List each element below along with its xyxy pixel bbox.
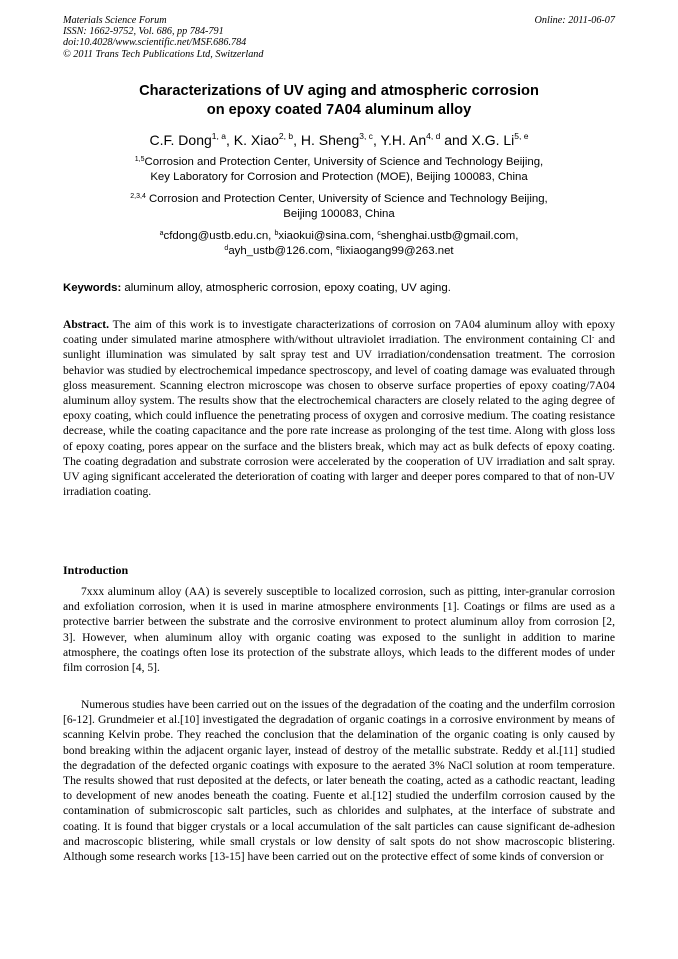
issn-line: ISSN: 1662-9752, Vol. 686, pp 784-791 <box>63 26 224 38</box>
email-link[interactable]: xiaokui@sina.com, <box>278 230 378 242</box>
abstract: Abstract. The aim of this work is to investigate characterizations of corrosion on 7A04 aluminum alloy with epoxy coating under simulated marine atmosphere with/without ultraviolet irradiation. The environment containing Cl- and sunlight illumination was simulated by salt spray test and UV irradiation/condensation treatment. The corrosion behavior was studied by electrochemical impedance spectroscopy, and level of coating damage was evaluated through gloss measurement. Scanning electron microscope was chosen to observe surface properties of epoxy coating/7A04 aluminum alloy system. The results show that the electrochemical characters are closely related to the aging degree of epoxy coating, which could influence the penetrating process of oxygen and corrosive medium. The coating resistance decrease, while the coating capacitance and the pore rate increase as prolonging of the test time. Along with gloss loss of epoxy coating, pores appear on the surface and the blisters break, which may act as bulk defects of epoxy coating. The coating degradation and substrate corrosion were accelerated by the cooperation of UV irradiation and salt spray. UV aging significant accelerated the deterioration of coating with larger and deeper pores compared to that of non-UV irradiation coating. <box>63 318 616 499</box>
email-link[interactable]: cfdong@ustb.edu.cn, <box>163 230 275 242</box>
email-link[interactable]: ayh_ustb@126.com, <box>228 245 337 258</box>
intro-paragraph-1: 7xxx aluminum alloy (AA) is severely susceptible to localized corrosion, such as pitting, inter-granular corrosion and exfoliation corrosion, when it is used in marine atmosphere environments [1]. Coatings or films are used as a protective barrier between the substrate and the corrosive environment to protect aluminum alloy from corrosion [2, 3]. However, when aluminum alloy with organic coating was exposed to the sunlight in addition to marine atmosphere, the coatings often lose its protection of the substrate alloys, which leads to the different modes of under film corrosion [4, 5]. <box>63 585 615 675</box>
online-date: Online: 2011-06-07 <box>534 15 615 26</box>
email-link[interactable]: lixiaogang99@263.net <box>340 245 454 258</box>
keywords-text: aluminum alloy, atmospheric corrosion, epoxy coating, UV aging. <box>121 282 451 294</box>
intro-paragraph-2: Numerous studies have been carried out on the issues of the degradation of the coating and the underfilm corrosion [6-12]. Grundmeier et al.[10] investigated the degradation of organic coatings in a corrosive environment by means of scanning Kelvin probe. They reached the conclusion that the delamination of the organic coating is only caused by bond breaking within the adjacent organic layer, instead of destroy of the metallic substrate. Reddy et al.[11] studied the degradation of the defected organic coatings with exposure to the aerated 3% NaCl solution at room temperature. The results showed that rust deposited at the defects, or later beneath the coating, acted as a cathodic reactant, leading to development of new anodes beneath the coating. Fuente et al.[12] studied the underfilm corrosion caused by the contamination of submicroscopic salt particles, such as chlorides and sulphates, at the interface of substrate and coating. It is found that bigger crystals or a local accumulation of the salt particles can cause significant de-adhesion and macroscopic blistering, while small crystals or low density of salt spots do not show macroscopic blistering. Although some research works [13-15] have been carried out on the protective effect of some kinds of conversion or <box>63 698 615 864</box>
doi-line: doi:10.4028/www.scientific.net/MSF.686.784 <box>63 37 247 49</box>
author-list: C.F. Dong$^{1, a}$, K. Xiao$^{2, b}$, H. Sheng$^{3, c}$, Y.H. An$^{4, d}$ and X.G. Li$^{5, e}$ <box>149 131 529 148</box>
author: C.F. Dong$^{1, a}$ <box>149 131 226 148</box>
journal-header <box>63 15 263 60</box>
title-line-2: on epoxy coated 7A04 aluminum alloy <box>206 102 472 118</box>
paper-title <box>40 82 638 120</box>
keywords-label: Keywords: <box>63 282 122 294</box>
author: Y.H. An$^{4, d}$ <box>380 131 441 148</box>
affiliation-2: $^{2,3,4}$ Corrosion and Protection Center, University of Science and Technology Beijing, Beijing 100083, China <box>130 193 548 221</box>
copyright-line: © 2011 Trans Tech Publications Ltd, Switzerland <box>63 48 264 60</box>
author: X.G. Li$^{5, e}$ <box>471 131 529 148</box>
journal-name: Materials Science Forum <box>63 15 167 26</box>
title-line-1: Characterizations of UV aging and atmospheric corrosion <box>139 83 539 99</box>
abstract-label: Abstract. <box>63 318 110 331</box>
affiliation-1: $^{1,5}$Corrosion and Protection Center, University of Science and Technology Beijing, Key Laboratory for Corrosion and Protection (MOE), Beijing 100083, China <box>134 156 544 184</box>
author: H. Sheng$^{3, c}$ <box>300 131 373 148</box>
email-link[interactable]: shenghai.ustb@gmail.com, <box>380 230 519 242</box>
email-list: $^a$cfdong@ustb.edu.cn, $^b$xiaokui@sina.com, $^c$shenghai.ustb@gmail.com, $^d$ayh_ustb@126.com, $^e$lixiaogang99@263.net <box>159 230 519 258</box>
keywords <box>63 281 623 295</box>
section-heading-introduction: Introduction <box>63 563 129 577</box>
author: K. Xiao$^{2, b}$ <box>233 131 294 148</box>
